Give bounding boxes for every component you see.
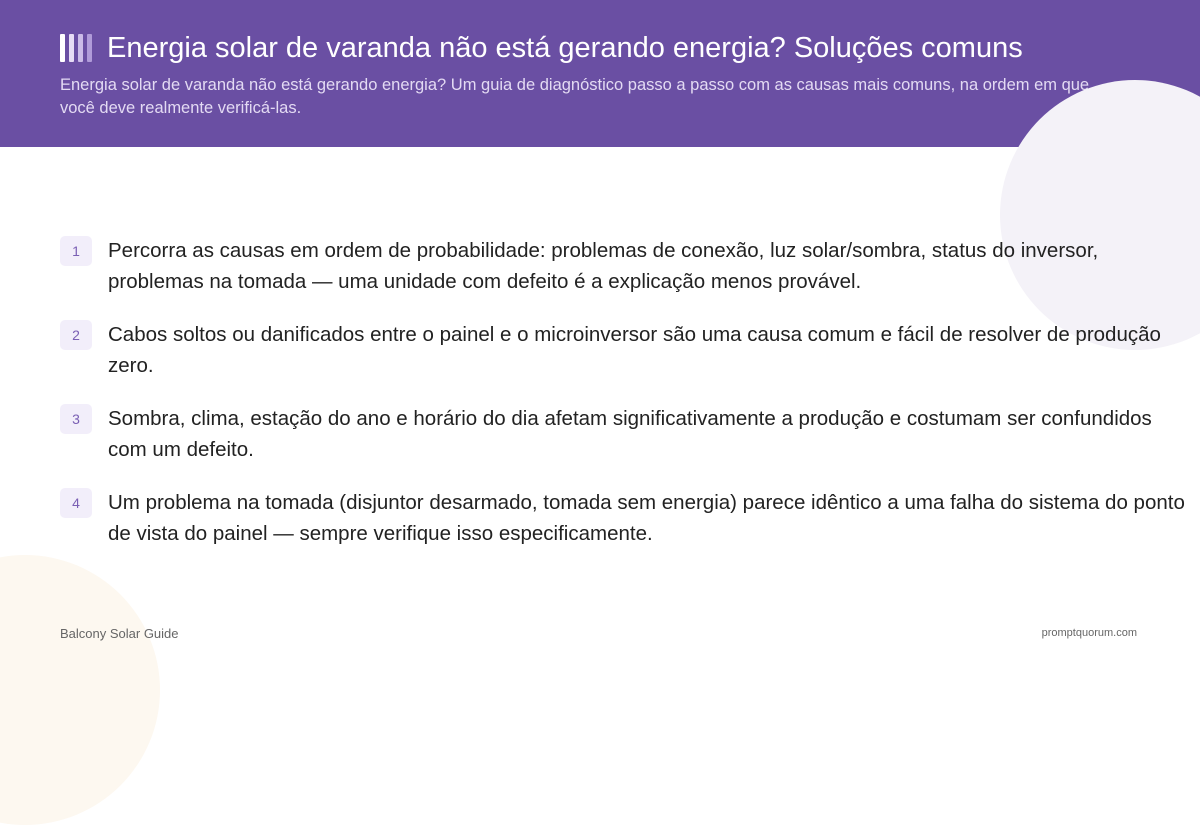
number-badge: 3 — [60, 404, 92, 434]
point-text: Sombra, clima, estação do ano e horário do dia afetam significativamente a produção e costumam ser confundidos com um defeito. — [108, 407, 1152, 461]
list-item — [60, 404, 1185, 488]
logo-bar — [69, 34, 74, 62]
point-text: Cabos soltos ou danificados entre o painel e o microinversor são uma causa comum e fácil de resolver de produção zero. — [108, 323, 1161, 377]
page-subtitle: Energia solar de varanda não está gerando energia? Um guia de diagnóstico passo a passo com as causas mais comuns, na ordem em que você deve realmente verificá-las. — [60, 76, 1090, 117]
key-points-list — [60, 236, 1185, 572]
point-text: Percorra as causas em ordem de probabilidade: problemas de conexão, luz solar/sombra, status do inversor, problemas na tomada — uma unidade com defeito é a explicação menos provável. — [108, 239, 1099, 293]
number-badge: 4 — [60, 488, 92, 518]
footer-website: promptquorum.com — [1041, 627, 1137, 639]
number-badge: 1 — [60, 236, 92, 266]
point-text: Um problema na tomada (disjuntor desarmado, tomada sem energia) parece idêntico a uma falha do sistema do ponto de vista do painel — sempre verifique isso especificamente. — [108, 491, 1185, 545]
list-item — [60, 488, 1185, 572]
logo-bar — [60, 34, 65, 62]
header-banner — [0, 0, 1200, 147]
footer-brand: Balcony Solar Guide — [60, 626, 179, 641]
page-title: Energia solar de varanda não está gerando energia? Soluções comuns — [107, 32, 1023, 64]
bars-logo-icon — [60, 34, 94, 62]
list-item — [60, 320, 1185, 404]
number-badge: 2 — [60, 320, 92, 350]
logo-bar — [87, 34, 92, 62]
logo-bar — [78, 34, 83, 62]
list-item — [60, 236, 1185, 320]
decorative-circle — [0, 555, 160, 825]
